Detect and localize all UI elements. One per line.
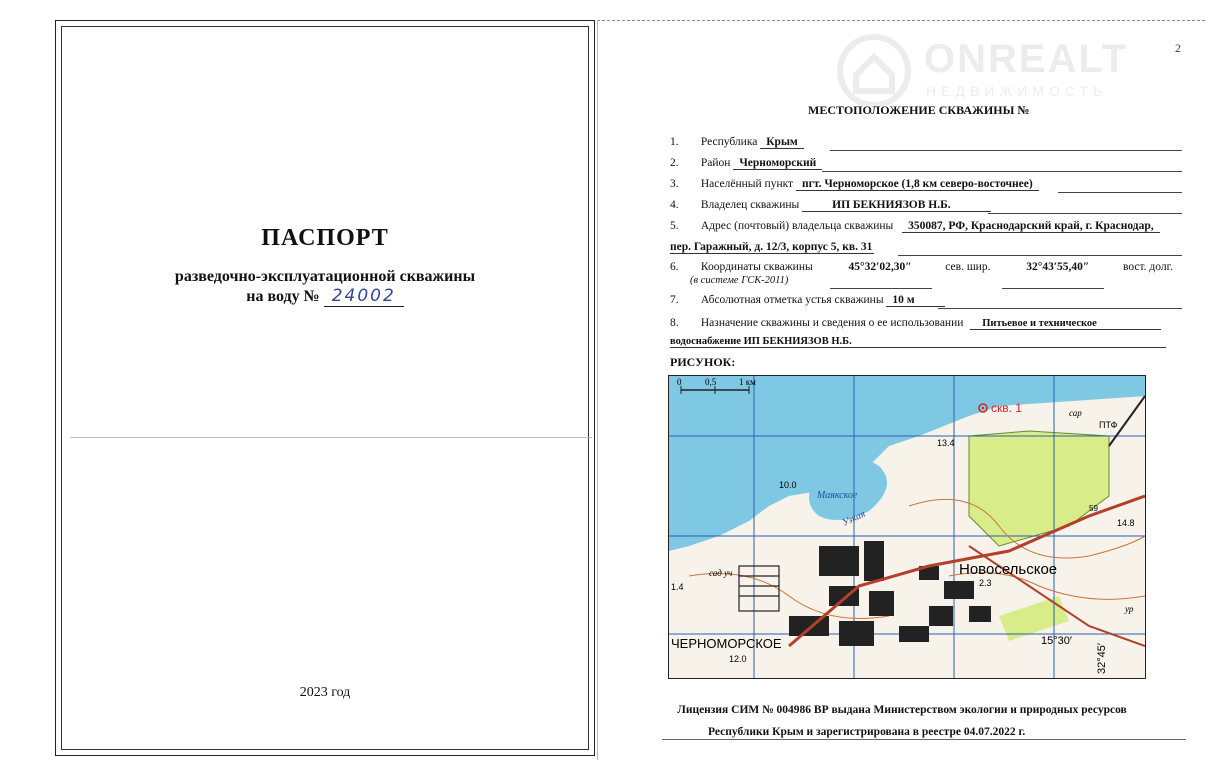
item-value: Питьевое и техническое bbox=[970, 318, 1161, 330]
location-map bbox=[668, 375, 1146, 679]
item-address-cont bbox=[670, 241, 874, 254]
fill-line bbox=[830, 150, 1182, 151]
town-label: Новосельское bbox=[959, 561, 1058, 578]
item-number: 4. bbox=[670, 199, 679, 211]
item-value: Черноморский bbox=[733, 157, 822, 170]
item-settlement bbox=[670, 178, 1039, 191]
fill-line bbox=[822, 171, 1182, 172]
item-number: 3. bbox=[670, 178, 679, 190]
fill-line bbox=[898, 255, 1182, 256]
svg-text:32°45′: 32°45′ bbox=[1096, 643, 1108, 674]
item-number: 2. bbox=[670, 157, 679, 169]
cover-year: 2023 год bbox=[299, 685, 351, 700]
item-value-cont: водоснабжение ИП БЕКНИЯЗОВ Н.Б. bbox=[670, 336, 1166, 348]
item-coordinates bbox=[670, 261, 1173, 273]
item-district bbox=[670, 157, 822, 170]
svg-text:14.8: 14.8 bbox=[1117, 518, 1135, 528]
well-label: скв. 1 bbox=[991, 401, 1022, 415]
cover-subtitle-line2 bbox=[62, 286, 588, 307]
location-page bbox=[597, 20, 1205, 760]
scale-05: 0,5 bbox=[705, 377, 717, 387]
watermark-brand: ONREALT bbox=[924, 37, 1129, 81]
svg-text:ур: ур bbox=[1125, 604, 1134, 614]
cover-number-prefix: на воду № bbox=[246, 288, 320, 305]
fill-line bbox=[988, 213, 1182, 214]
latitude-label: сев. шир. bbox=[945, 261, 991, 273]
svg-text:сад уч: сад уч bbox=[709, 568, 733, 578]
item-label: Район bbox=[700, 157, 731, 169]
item-number: 7. bbox=[670, 294, 679, 306]
watermark bbox=[834, 27, 1194, 113]
cover-subtitle-line1: разведочно-эксплуатационной скважины bbox=[174, 268, 476, 285]
item-label: Владелец скважины bbox=[700, 199, 800, 211]
fill-line bbox=[1002, 288, 1104, 289]
longitude-label: вост. долг. bbox=[1123, 261, 1173, 273]
spit-label: Узкая bbox=[840, 508, 868, 529]
scale-1km: 1 км bbox=[739, 377, 756, 387]
fill-line bbox=[1058, 192, 1182, 193]
item-purpose bbox=[670, 317, 1161, 330]
item-number: 6. bbox=[670, 261, 679, 273]
item-owner bbox=[670, 199, 991, 212]
watermark-sub: НЕДВИЖИМОСТЬ bbox=[926, 83, 1108, 99]
item-value: 10 м bbox=[886, 294, 944, 307]
item-number: 8. bbox=[670, 317, 679, 329]
topographic-map-svg bbox=[669, 376, 1145, 678]
handwritten-well-number: 24002 bbox=[324, 286, 404, 307]
item-value: Крым bbox=[760, 136, 804, 149]
fill-line bbox=[938, 308, 1182, 309]
figure-label: РИСУНОК: bbox=[670, 355, 736, 369]
license-underline bbox=[662, 739, 1186, 740]
item-label: Координаты скважины bbox=[700, 261, 813, 273]
fold-line bbox=[70, 437, 592, 438]
item-purpose-cont bbox=[670, 336, 1166, 348]
license-line-2: Республики Крым и зарегистрирована в реестре 04.07.2022 г. bbox=[708, 726, 1026, 738]
license-line-1: Лицензия СИМ № 004986 ВР выдана Министерством экологии и природных ресурсов bbox=[677, 704, 1127, 716]
scale-0: 0 bbox=[677, 377, 682, 387]
cover-title: ПАСПОРТ bbox=[261, 225, 389, 251]
svg-text:сар: сар bbox=[1069, 408, 1082, 418]
item-label: Республика bbox=[700, 136, 758, 148]
item-republic bbox=[670, 136, 804, 149]
item-label: Адрес (почтовый) владельца скважины bbox=[700, 220, 894, 232]
lake-label: Маякское bbox=[817, 490, 858, 501]
fill-line bbox=[830, 288, 932, 289]
svg-text:13.4: 13.4 bbox=[937, 438, 955, 448]
location-title: МЕСТОПОЛОЖЕНИЕ СКВАЖИНЫ № bbox=[808, 103, 1030, 117]
item-label: Назначение скважины и сведения о ее использовании bbox=[700, 317, 964, 329]
latitude-value: 45°32′02,30″ bbox=[848, 261, 912, 273]
item-value: ИП БЕКНИЯЗОВ Н.Б. bbox=[802, 199, 990, 212]
longitude-value: 32°43′55,40″ bbox=[1026, 261, 1090, 273]
city-label: ЧЕРНОМОРСКОЕ bbox=[671, 636, 782, 651]
coordinate-system-note: (в системе ГСК-2011) bbox=[690, 275, 789, 286]
item-value: 350087, РФ, Краснодарский край, г. Краснодар, bbox=[902, 220, 1159, 233]
item-elevation bbox=[670, 294, 945, 307]
page-number: 2 bbox=[1175, 41, 1181, 55]
item-label: Населённый пункт bbox=[700, 178, 794, 190]
cover-inner-frame bbox=[61, 26, 589, 750]
svg-text:59: 59 bbox=[1089, 504, 1098, 513]
svg-text:2.3: 2.3 bbox=[979, 578, 992, 588]
svg-text:1.4: 1.4 bbox=[671, 582, 684, 592]
item-address bbox=[670, 220, 1160, 233]
item-value-cont: пер. Гаражный, д. 12/3, корпус 5, кв. 31 bbox=[670, 241, 873, 253]
passport-cover-page bbox=[55, 20, 595, 756]
item-value: пгт. Черноморское (1,8 км северо-восточнее) bbox=[796, 178, 1039, 191]
svg-text:ПТФ: ПТФ bbox=[1099, 420, 1118, 430]
svg-text:15°30′: 15°30′ bbox=[1041, 635, 1072, 647]
svg-text:10.0: 10.0 bbox=[779, 480, 797, 490]
item-label: Абсолютная отметка устья скважины bbox=[700, 294, 884, 306]
svg-text:12.0: 12.0 bbox=[729, 654, 747, 664]
watermark-house-icon bbox=[834, 31, 914, 111]
item-number: 5. bbox=[670, 220, 679, 232]
item-number: 1. bbox=[670, 136, 679, 148]
